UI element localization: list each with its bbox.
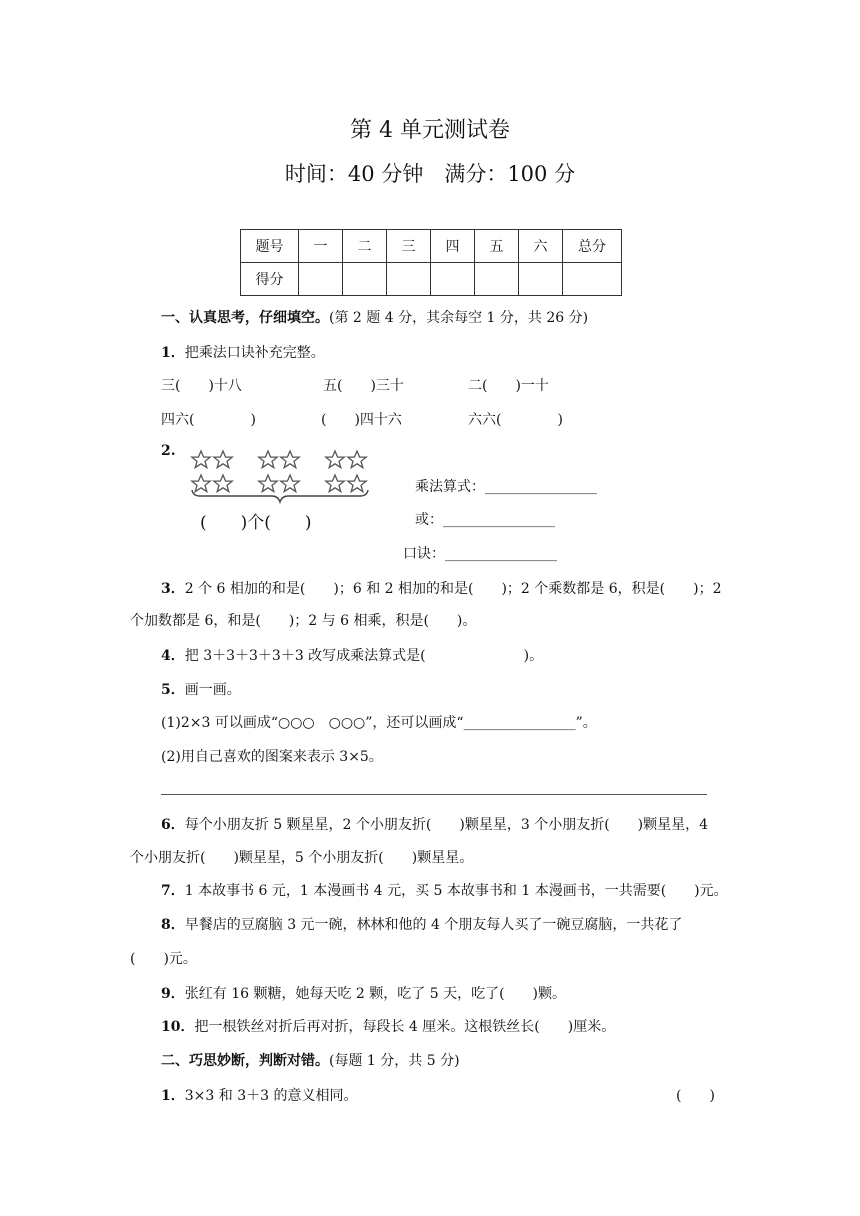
question-7 bbox=[161, 880, 728, 900]
question-text: 张红有 16 颗糖，她每天吃 2 颗，吃了 5 天，吃了( )颗。 bbox=[184, 986, 567, 1002]
score-table-header-row bbox=[241, 230, 622, 263]
table-cell: 题号 bbox=[241, 230, 299, 263]
fill-blank[interactable]: 二( )一十 bbox=[468, 378, 549, 394]
brace-label[interactable]: ( )个( ) bbox=[200, 513, 312, 533]
table-cell: 五 bbox=[475, 230, 519, 263]
question-number: 8． bbox=[161, 917, 185, 933]
page-subtitle: 时间：40 分钟 满分：100 分 bbox=[284, 162, 576, 186]
fill-blank[interactable]: 六六( ) bbox=[468, 412, 563, 428]
question-number: 5． bbox=[161, 682, 185, 698]
question-4 bbox=[161, 645, 543, 665]
alternate-equation-line[interactable]: 或：________________ bbox=[415, 512, 555, 528]
score-table-score-row bbox=[241, 263, 622, 296]
table-cell: 四 bbox=[431, 230, 475, 263]
question-8-line-2: ( )元。 bbox=[130, 951, 197, 967]
fill-blank[interactable]: 四六( ) bbox=[161, 412, 256, 428]
question-6-line-2: 个小朋友折( )颗星星，5 个小朋友折( )颗星星。 bbox=[130, 850, 474, 866]
question-text: 把 3＋3＋3＋3＋3 改写成乘法算式是( )。 bbox=[184, 648, 544, 664]
question-text: 1 本故事书 6 元，1 本漫画书 4 元，买 5 本故事书和 1 本漫画书，一共需要( )元。 bbox=[184, 883, 728, 899]
question-3-line-2: 个加数都是 6，和是( )；2 与 6 相乘，积是( )。 bbox=[130, 613, 477, 629]
star-group-1 bbox=[192, 451, 232, 492]
question-text: 早餐店的豆腐脑 3 元一碗，林林和他的 4 个朋友每人买了一碗豆腐脑，一共花了 bbox=[184, 917, 683, 933]
question-5 bbox=[161, 679, 241, 699]
section-2-note: (每题 1 分，共 5 分) bbox=[329, 1053, 460, 1069]
judge-answer-blank[interactable]: ( ) bbox=[676, 1088, 715, 1104]
question-6-line-1 bbox=[161, 814, 708, 834]
question-number: 6． bbox=[161, 817, 185, 833]
star-group-2 bbox=[259, 451, 299, 492]
fill-blank[interactable]: 五( )三十 bbox=[323, 378, 404, 394]
score-input-cell[interactable] bbox=[431, 263, 475, 296]
brace bbox=[192, 490, 368, 502]
question-text: 把乘法口诀补充完整。 bbox=[184, 345, 325, 361]
section-1-note: (第 2 题 4 分，其余每空 1 分，共 26 分) bbox=[329, 310, 589, 326]
question-text: 3×3 和 3＋3 的意义相同。 bbox=[184, 1088, 358, 1104]
table-cell: 三 bbox=[387, 230, 431, 263]
question-number: 2. bbox=[161, 443, 176, 459]
question-number: 9． bbox=[161, 986, 185, 1002]
question-1 bbox=[161, 342, 325, 362]
question-number: 4． bbox=[161, 648, 185, 664]
section-2-heading bbox=[161, 1050, 460, 1070]
section-1-title: 一、认真思考，仔细填空。 bbox=[161, 310, 329, 326]
judge-question-1 bbox=[161, 1085, 357, 1105]
table-cell: 得分 bbox=[241, 263, 299, 296]
question-9 bbox=[161, 983, 566, 1003]
fill-blank[interactable]: 三( )十八 bbox=[161, 378, 242, 394]
question-8-line-1 bbox=[161, 914, 682, 934]
page-title: 第 4 单元测试卷 bbox=[350, 118, 510, 143]
rhyme-line[interactable]: 口诀：________________ bbox=[403, 546, 557, 562]
question-number: 7． bbox=[161, 883, 185, 899]
star-group-3 bbox=[326, 451, 366, 492]
drawing-answer-line[interactable] bbox=[161, 794, 707, 795]
multiplication-equation-line[interactable]: 乘法算式：________________ bbox=[415, 479, 597, 495]
question-number: 1． bbox=[161, 1088, 185, 1104]
score-input-cell[interactable] bbox=[343, 263, 387, 296]
question-5-part-1: (1)2×3 可以画成“○○○ ○○○”，还可以画成“________________”。 bbox=[161, 715, 597, 731]
question-number: 3． bbox=[161, 581, 185, 597]
table-cell: 六 bbox=[519, 230, 563, 263]
table-cell: 二 bbox=[343, 230, 387, 263]
table-cell: 一 bbox=[299, 230, 343, 263]
question-text: 画一画。 bbox=[184, 682, 241, 698]
question-10 bbox=[161, 1016, 615, 1036]
question-text: 每个小朋友折 5 颗星星，2 个小朋友折( )颗星星，3 个小朋友折( )颗星星，4 bbox=[184, 817, 709, 833]
table-cell: 总分 bbox=[563, 230, 622, 263]
score-input-cell[interactable] bbox=[519, 263, 563, 296]
score-table bbox=[240, 229, 622, 296]
question-number: 1． bbox=[161, 345, 185, 361]
score-input-cell[interactable] bbox=[475, 263, 519, 296]
score-input-cell[interactable] bbox=[387, 263, 431, 296]
question-text: 把一根铁丝对折后再对折，每段长 4 厘米。这根铁丝长( )厘米。 bbox=[194, 1019, 616, 1035]
score-input-cell[interactable] bbox=[563, 263, 622, 296]
score-input-cell[interactable] bbox=[299, 263, 343, 296]
section-2-title: 二、巧思妙断，判断对错。 bbox=[161, 1053, 329, 1069]
question-number: 10． bbox=[161, 1019, 195, 1035]
question-3-line-1 bbox=[161, 578, 721, 598]
fill-blank[interactable]: ( )四十六 bbox=[321, 412, 402, 428]
question-5-part-2: (2)用自己喜欢的图案来表示 3×5。 bbox=[161, 749, 383, 765]
section-1-heading bbox=[161, 307, 588, 327]
question-text: 2 个 6 相加的和是( )；6 和 2 相加的和是( )；2 个乘数都是 6，积是( )；2 bbox=[184, 581, 722, 597]
